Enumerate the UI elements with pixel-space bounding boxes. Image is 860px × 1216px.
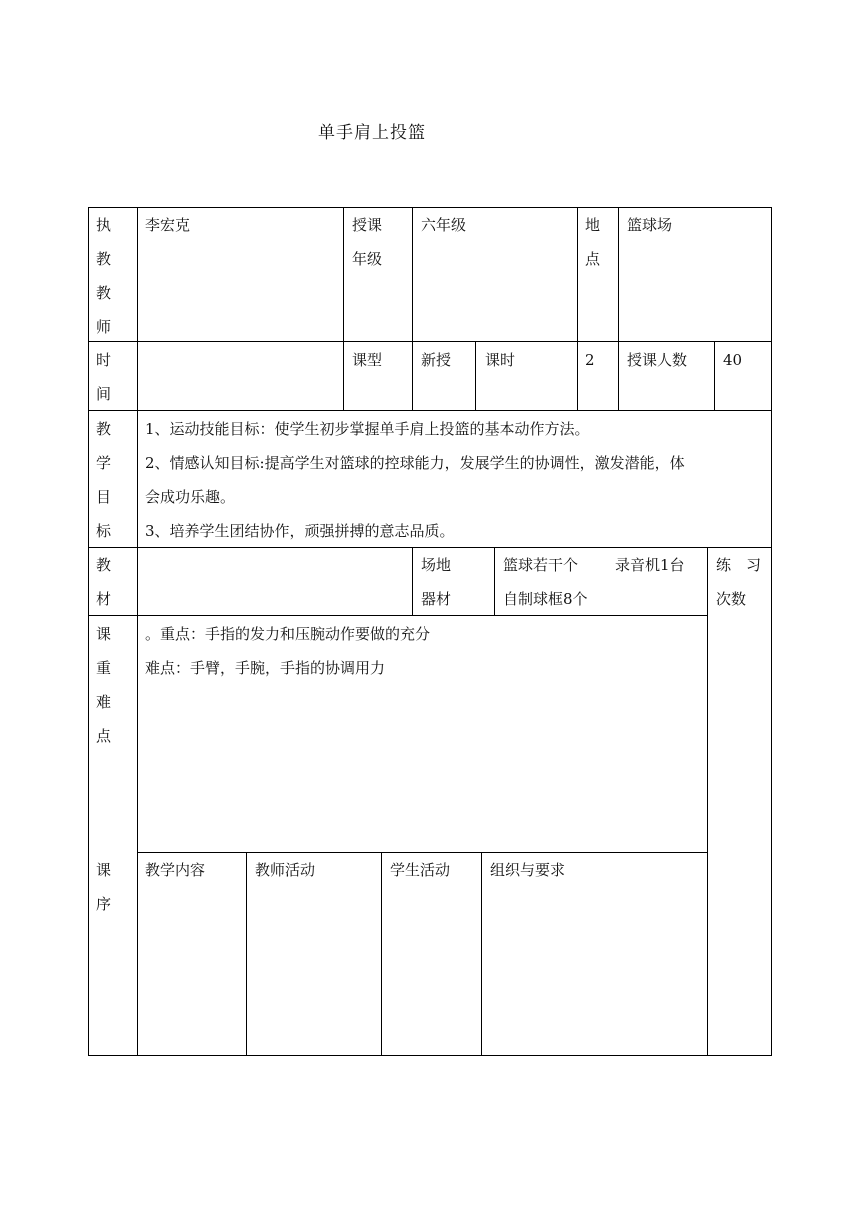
teacher-name: 李宏克 [145,216,191,234]
grade-label-line2: 年级 [352,250,383,268]
equipment-label-line2: 器材 [421,590,452,608]
col-divider [577,207,578,411]
equipment-hoops: 自制球框8个 [503,590,588,608]
equipment-basketballs: 篮球若干个 [503,556,579,574]
practice-label-line2: 次数 [716,590,747,608]
grade-label-line1: 授课 [352,216,383,234]
col-divider [481,852,482,1056]
col-divider [412,547,413,616]
row-divider [88,615,707,616]
col-header-student: 学生活动 [390,861,451,879]
hours-value: 2 [585,351,595,369]
goal-line: 2、情感认知目标:提高学生对篮球的控球能力，发展学生的协调性，激发潜能，体 [145,454,685,472]
keypoints-label: 课重难点 [96,625,112,745]
col-divider [714,341,715,411]
col-divider [494,547,495,616]
goals-label: 教学目标 [96,420,112,540]
col-header-teacher: 教师活动 [255,861,316,879]
sequence-label: 课序 [96,861,112,913]
teacher-label: 执教教师 [96,216,112,336]
time-label: 时间 [96,351,112,403]
table-border-left [88,207,89,1056]
count-label: 授课人数 [627,351,688,369]
row-divider [88,410,772,411]
col-divider [381,852,382,1056]
grade-value: 六年级 [421,216,467,234]
col-divider [475,341,476,411]
col-header-organization: 组织与要求 [490,861,566,879]
materials-label: 教材 [96,556,112,608]
goal-line: 3、培养学生团结协作，顽强拼搏的意志品质。 [145,522,455,540]
equipment-recorder: 录音机1台 [615,556,685,574]
location-label-line2: 点 [585,250,601,268]
keypoint-focus: 。重点：手指的发力和压腕动作要做的充分 [145,625,431,643]
location-value: 篮球场 [627,216,673,234]
keypoint-difficulty: 难点：手臂，手腕，手指的协调用力 [145,659,386,677]
location-label-line1: 地 [585,216,601,234]
col-divider [618,207,619,411]
col-divider [246,852,247,1056]
type-label: 课型 [352,351,383,369]
goal-line: 1、运动技能目标：使学生初步掌握单手肩上投篮的基本动作方法。 [145,420,590,438]
page-title: 单手肩上投篮 [318,123,426,143]
equipment-label-line1: 场地 [421,556,452,574]
type-value: 新授 [421,351,452,369]
col-divider [343,207,344,411]
col-divider [137,207,138,1056]
col-divider [707,547,708,1056]
hours-label: 课时 [485,351,516,369]
table-border-right [771,207,772,1056]
col-divider [412,207,413,411]
goal-line: 会成功乐趣。 [145,488,236,506]
row-divider [88,341,772,342]
count-value: 40 [723,351,743,369]
practice-label-line1: 练 习 [716,556,762,574]
col-header-content: 教学内容 [145,861,206,879]
table-border-bottom [88,1055,772,1056]
